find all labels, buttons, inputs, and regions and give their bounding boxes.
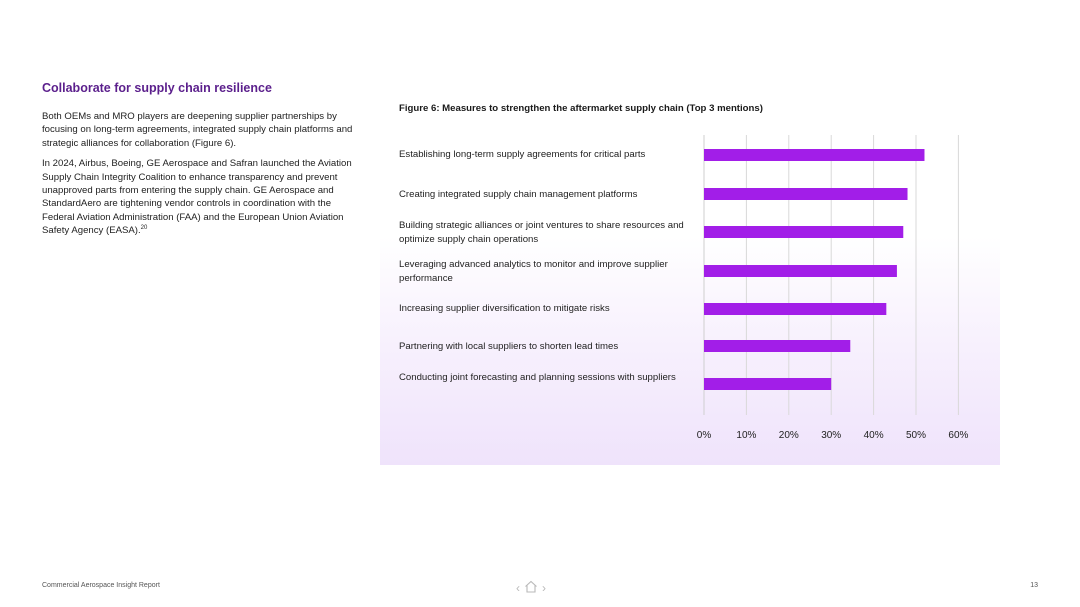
x-tick-label: 60% xyxy=(948,430,969,441)
figure-title: Figure 6: Measures to strengthen the aftermarket supply chain (Top 3 mentions) xyxy=(399,103,763,114)
paragraph-2: In 2024, Airbus, Boeing, GE Aerospace and Safran launched the Aviation Supply Chain Integrity Coalition to enhance transparency and prevent unapproved parts from entering the supply chain. GE Aerospace and StandardAero are tightening vendor controls in coordination with the Federal Aviation Administration (FAA) and the European Union Aviation Safety Agency (EASA).$^{20}$ xyxy=(42,158,352,237)
bar-label-1: Establishing long-term supply agreements for critical parts xyxy=(399,149,646,160)
chevron-left-icon[interactable]: ‹ xyxy=(516,581,520,595)
bar-6 xyxy=(704,340,850,352)
x-tick-label: 20% xyxy=(778,430,799,441)
bar-label-2: Creating integrated supply chain management platforms xyxy=(399,189,638,200)
x-tick-label: 50% xyxy=(905,430,927,441)
x-tick-label: 40% xyxy=(863,430,884,441)
bar-label-7: Conducting joint forecasting and planning sessions with suppliers xyxy=(399,372,676,383)
bar-label-4: Leveraging advanced analytics to monitor and improve supplier performance xyxy=(399,259,668,284)
bar-7 xyxy=(704,378,831,390)
bar-2 xyxy=(704,188,908,200)
x-tick-label: 0% xyxy=(696,430,712,441)
chevron-right-icon[interactable]: › xyxy=(542,581,546,595)
paragraph-1: Both OEMs and MRO players are deepening supplier partnerships by focusing on long-term agreements, integrated supply chain platforms and strategic alliances for collaboration (Figure 6). xyxy=(42,111,353,149)
section-heading: Collaborate for supply chain resilience xyxy=(42,81,272,95)
bar-4 xyxy=(704,265,897,277)
bar-label-5: Increasing supplier diversification to mitigate risks xyxy=(399,303,610,314)
x-tick-label: 30% xyxy=(821,430,842,441)
bar-3 xyxy=(704,226,903,238)
bar-1 xyxy=(704,149,924,161)
x-tick-label: 10% xyxy=(736,430,757,441)
page-number: 13 xyxy=(1030,582,1038,589)
bar-label-6: Partnering with local suppliers to shorten lead times xyxy=(399,341,619,352)
report-name: Commercial Aerospace Insight Report xyxy=(42,582,160,589)
home-icon[interactable] xyxy=(524,580,538,596)
bar-label-3: Building strategic alliances or joint ventures to share resources and optimize supply chain operations xyxy=(399,220,684,245)
page-navigation xyxy=(516,580,546,596)
footnote-ref[interactable]: 20 xyxy=(140,225,148,232)
bar-5 xyxy=(704,303,886,315)
